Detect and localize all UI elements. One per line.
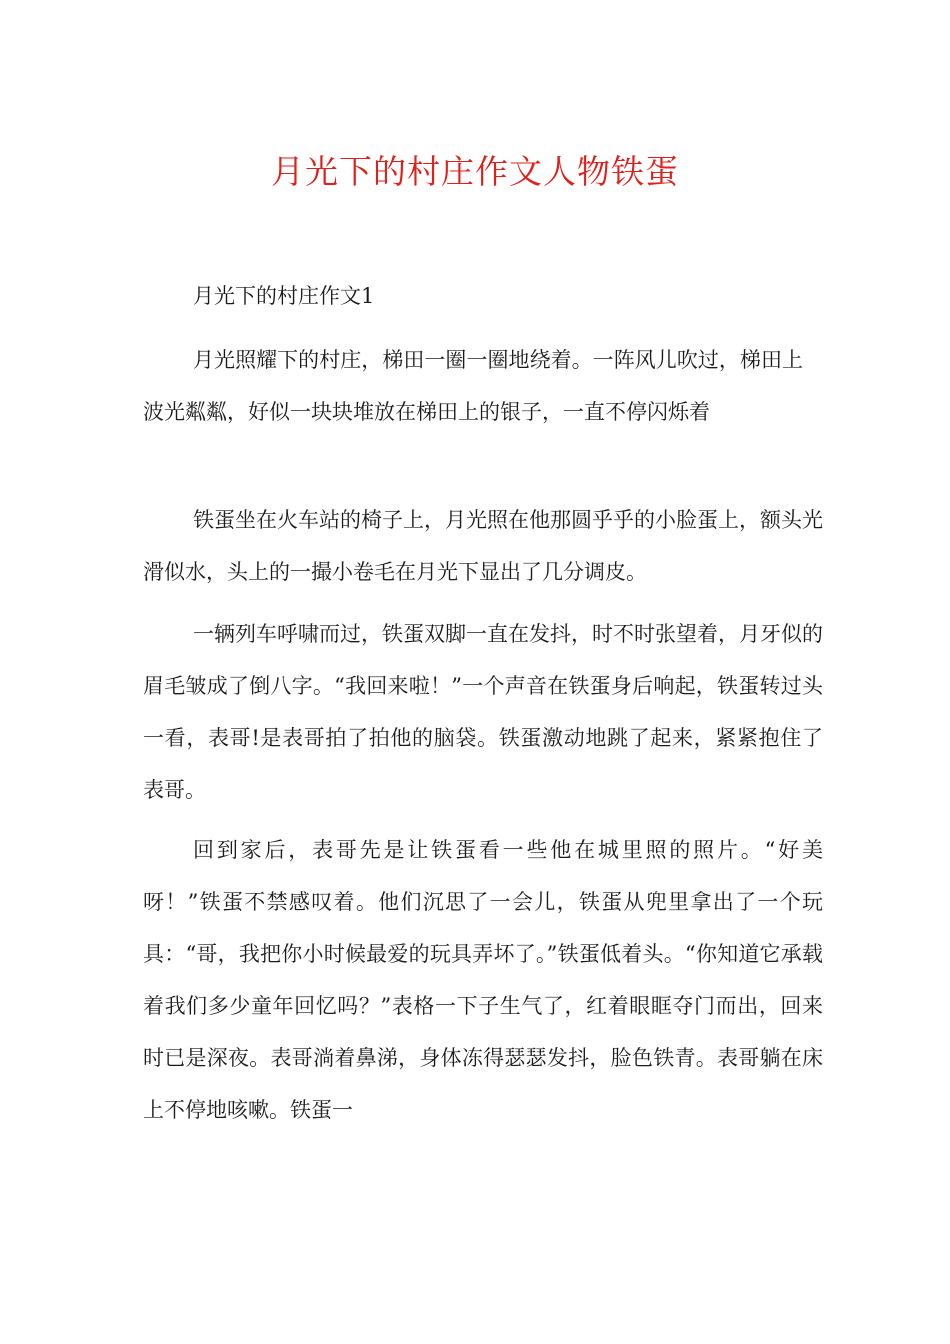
- paragraph-4: 回到家后，表哥先是让铁蛋看一些他在城里照的照片。“好美呀！”铁蛋不禁感叹着。他们沉思了一会儿，铁蛋从兜里拿出了一个玩具：“哥，我把你小时候最爱的玩具弄坏了。”铁蛋低着头。“你知道它承载着我们多少童年回忆吗？”表格一下子生气了，红着眼眶夺门而出，回来时已是深夜。表哥淌着鼻涕，身体冻得瑟瑟发抖，脸色铁青。表哥躺在床上不停地咳嗽。铁蛋一: [143, 838, 823, 1122]
- paragraph-2: 铁蛋坐在火车站的椅子上，月光照在他那圆乎乎的小脸蛋上，额头光滑似水，头上的一撮小卷毛在月光下显出了几分调皮。: [143, 508, 823, 584]
- document-title: 月光下的村庄作文人物铁蛋: [271, 152, 679, 191]
- paragraph-1: 月光照耀下的村庄，梯田一圈一圈地绕着。一阵风儿吹过，梯田上波光粼粼，好似一块块堆放在梯田上的银子，一直不停闪烁着: [143, 348, 803, 424]
- paragraph-3: 一辆列车呼啸而过，铁蛋双脚一直在发抖，时不时张望着，月牙似的眉毛皱成了倒八字。“我回来啦！”一个声音在铁蛋身后响起，铁蛋转过头一看，表哥!是表哥拍了拍他的脑袋。铁蛋激动地跳了起来，紧紧抱住了表哥。: [143, 622, 823, 802]
- essay-subtitle: 月光下的村庄作文1: [193, 284, 375, 308]
